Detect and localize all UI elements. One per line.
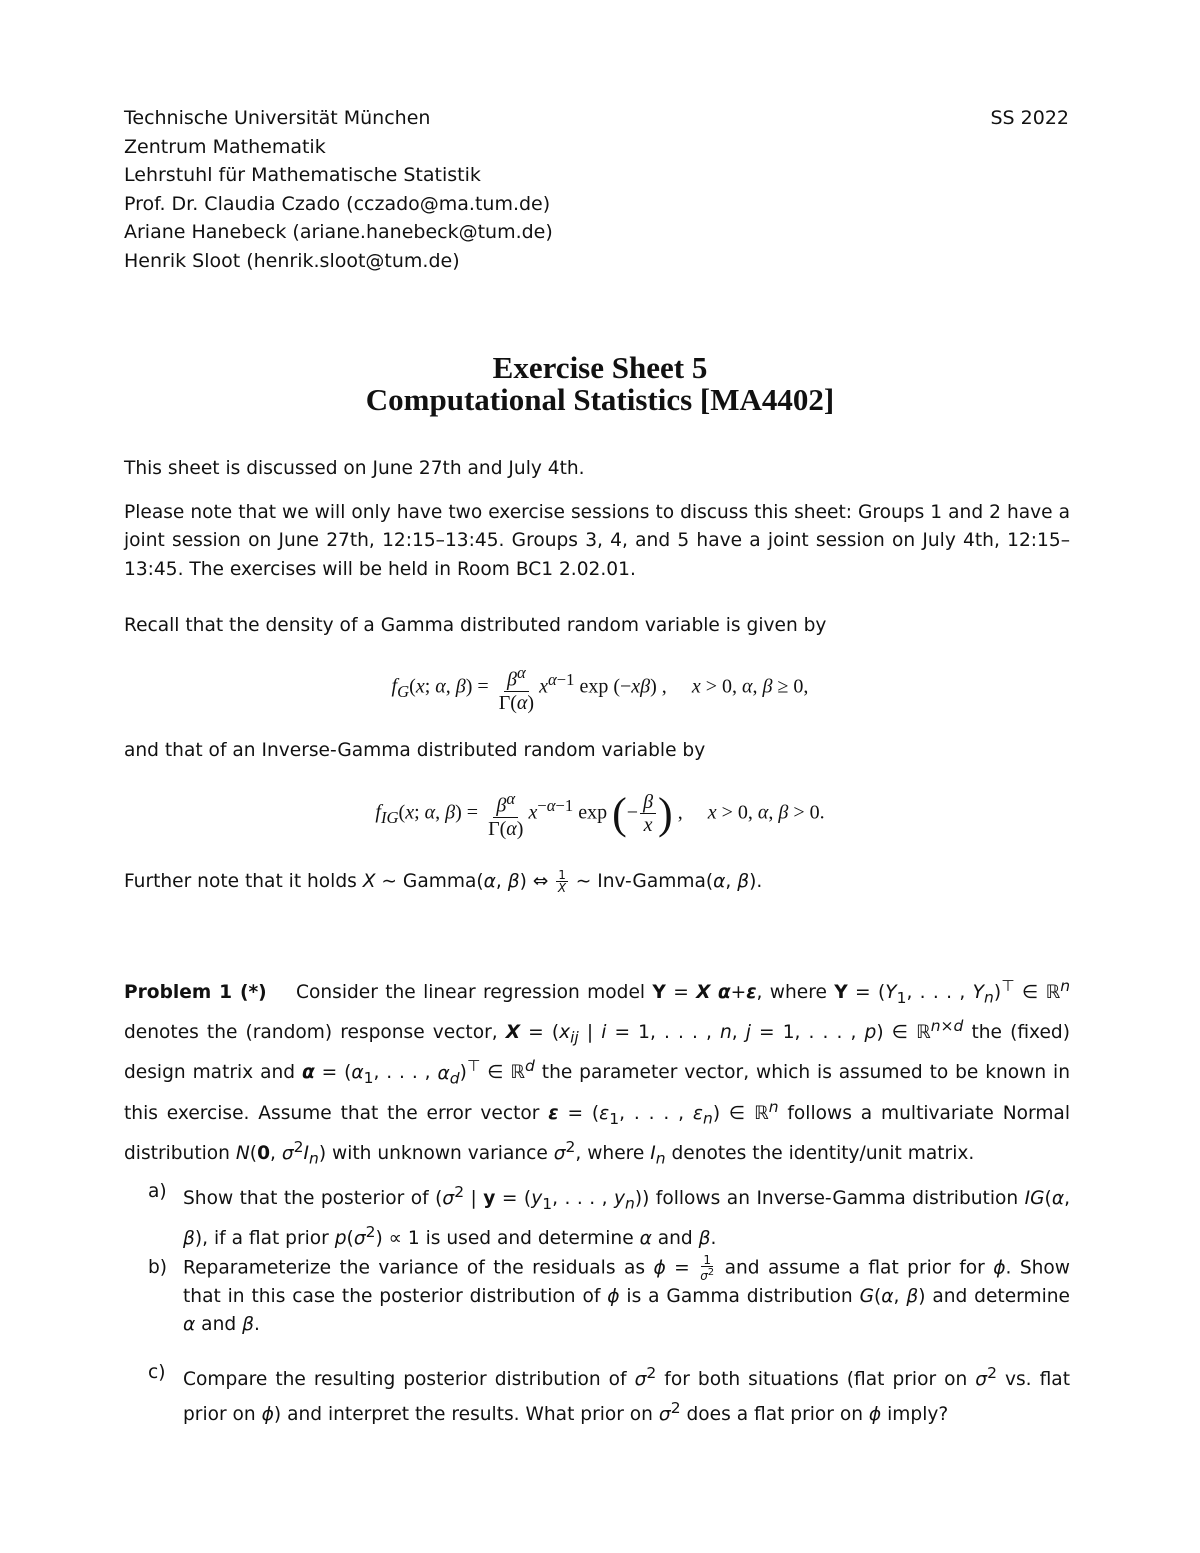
subpart-text: Show that the posterior of ($\sigma^2$ | $y = (y_1$, . . . , $y_n$)) follows an Inverse-Gamma distribution IG(α, β), if a flat prior $p(\sigma^2) \propto 1$ is used and determine α and β.	[183, 1183, 1070, 1250]
problem-1-statement: Problem 1 (*) Consider the linear regression model Y = X α+ε, where $Y = (Y_1$, . . . , $Y_n)^⊤$ ∈ ℝ$^n$ denotes the (random) response vector, $X = (x_{ij}$ | i = 1, . . . , n, j = 1, . . . , p) ∈ ℝ$^{n\times d}$ the (fixed) design matrix and $\alpha = (\alpha_1$, . . . , $\alpha_d)^⊤$ ∈ ℝ$^d$ the parameter vector, which is assumed to be known in this exercise. Assume that the error vector $\varepsilon = (\varepsilon_1$, . . . , $\varepsilon_n$) ∈ ℝ$^n$ follows a multivariate Normal distribution N(0, $\sigma^2I_n$) with unknown variance $\sigma^2$, where $I_n$ denotes the identity/unit matrix.	[124, 977, 1071, 1168]
subpart-a	[148, 1178, 1070, 1254]
institution-header	[124, 104, 553, 276]
header-line: Zentrum Mathematik	[124, 135, 326, 158]
subpart-text: Compare the resulting posterior distribution of $\sigma^2$ for both situations (flat prior on $\sigma^2$ vs. flat prior on ϕ) and interpret the results. What prior on $\sigma^2$ does a flat prior on ϕ imply?	[183, 1364, 1070, 1426]
title-line-1: Exercise Sheet 5	[492, 350, 708, 385]
subpart-c	[148, 1359, 1070, 1430]
gamma-relation: Further note that it holds X ∼ Gamma(α, β) ⇔ $\frac{1}{X}$ ∼ Inv-Gamma(α, β).	[124, 868, 763, 895]
header-line: Prof. Dr. Claudia Czado (cczado@ma.tum.de)	[124, 192, 551, 215]
subpart-label: c)	[148, 1362, 166, 1383]
sheet-title	[0, 352, 1200, 416]
header-line: Technische Universität München	[124, 107, 431, 129]
semester-label: SS 2022	[990, 107, 1069, 129]
discussion-dates: This sheet is discussed on June 27th and July 4th.	[124, 458, 585, 479]
header-line: Ariane Hanebeck (ariane.hanebeck@tum.de)	[124, 221, 553, 244]
gamma-density-equation: $f_G(x$; α, β) = $\frac{\beta^\alpha}{\Gamma(\alpha)}$ $x^{\alpha-1}$ exp (−xβ) , x > 0, α, β ≥ 0,	[391, 663, 809, 714]
header-line: Lehrstuhl für Mathematische Statistik	[124, 164, 481, 187]
subpart-b	[148, 1254, 1070, 1339]
gamma-recall: Recall that the density of a Gamma distributed random variable is given by	[124, 615, 827, 636]
header-line: Henrik Sloot (henrik.sloot@tum.de)	[124, 249, 460, 272]
inverse-gamma-density-equation: $f_{IG}(x$; α, β) = $\frac{\beta^\alpha}{\Gamma(\alpha)}$ $x^{-\alpha-1}$ exp (− $\frac{\beta}{x}$ ) , x > 0, α, β > 0.	[375, 788, 825, 840]
subpart-label: b)	[148, 1257, 168, 1278]
title-line-2: Computational Statistics [MA4402]	[365, 382, 835, 417]
session-note: Please note that we will only have two exercise sessions to discuss this sheet: Groups 1 and 2 have a joint session on June 27th, 12:15–13:45. Groups 3, 4, and 5 have a joint session on July 4th, 12:15–13:45. The exercises will be held in Room BC1 2.02.01.	[124, 502, 1070, 580]
subpart-label: a)	[148, 1181, 167, 1202]
subpart-text: Reparameterize the variance of the residuals as ϕ = $\frac{1}{\sigma^2}$ and assume a flat prior for ϕ. Show that in this case the posterior distribution of ϕ is a Gamma distribution G(α, β) and determine α and β.	[183, 1253, 1071, 1336]
inverse-gamma-intro: and that of an Inverse-Gamma distributed random variable by	[124, 740, 706, 761]
